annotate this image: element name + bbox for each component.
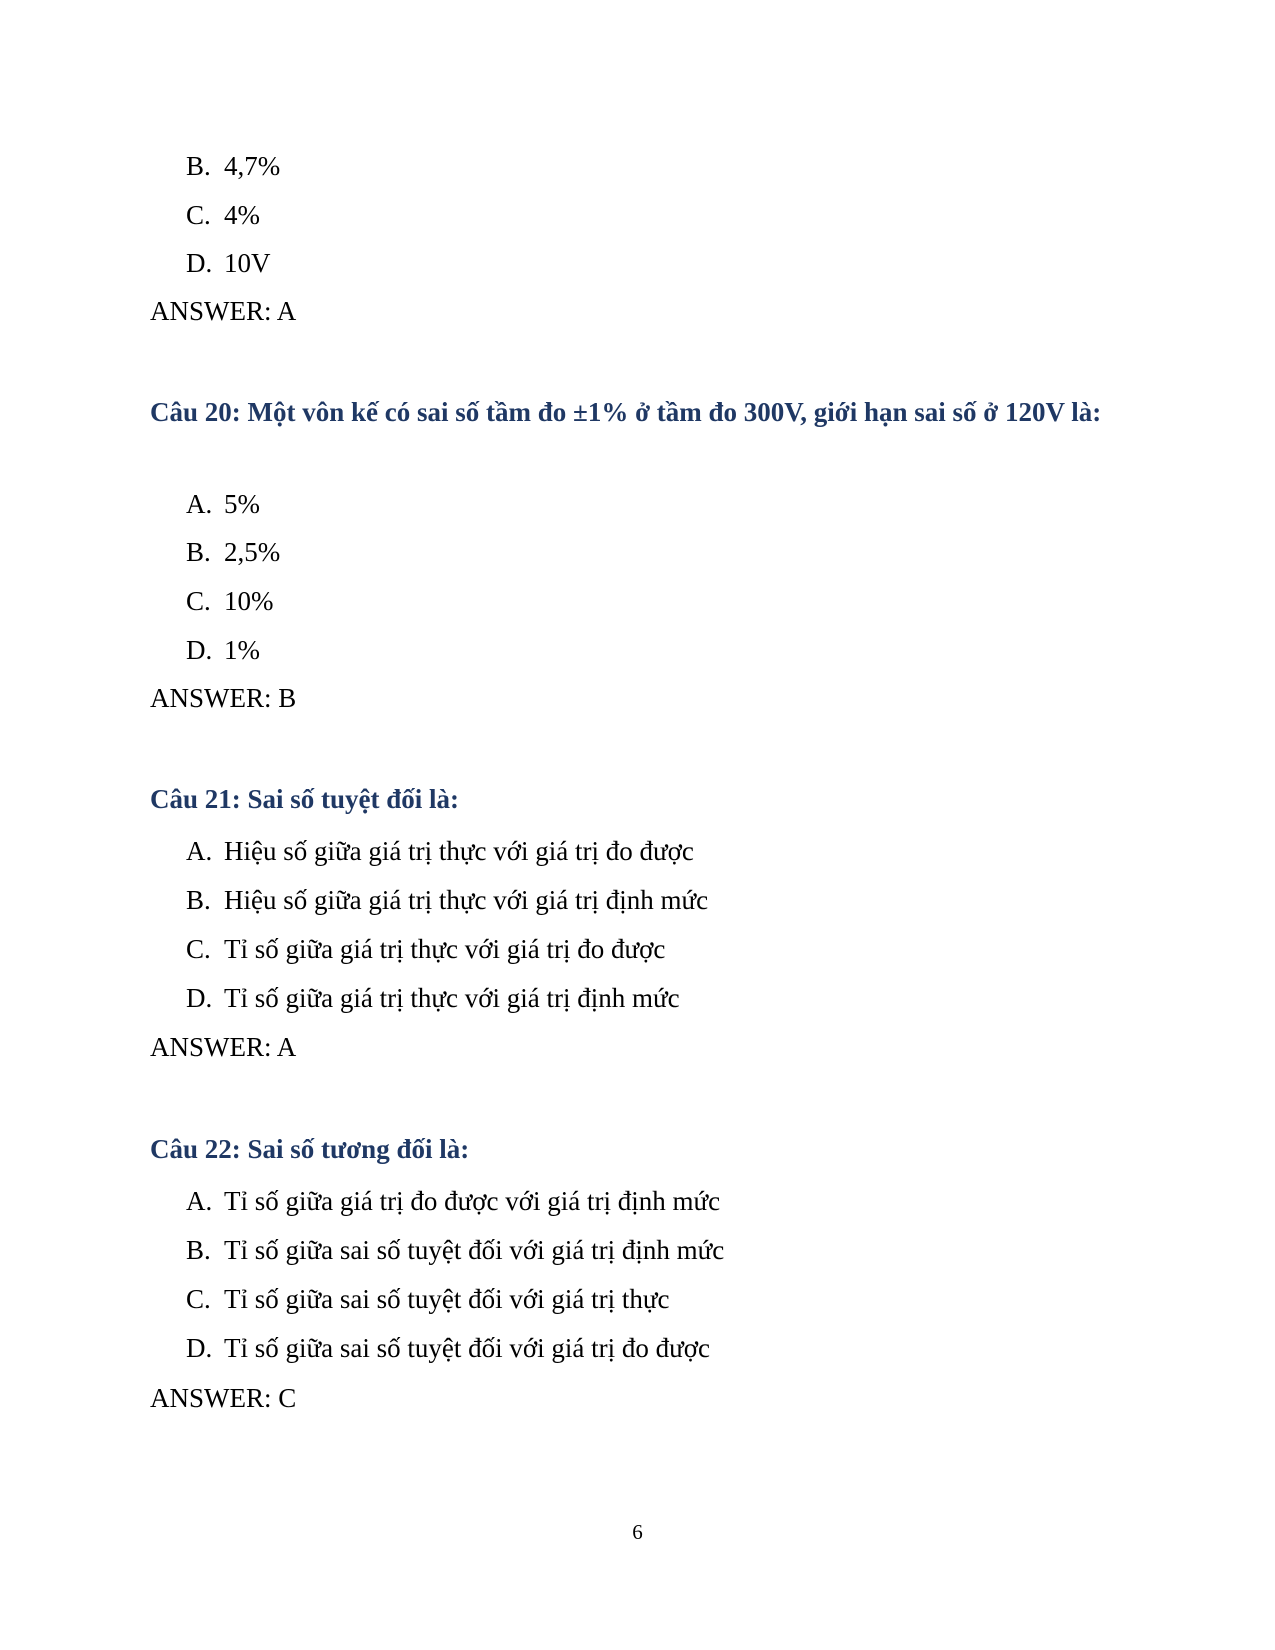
answer-line: ANSWER: B [150, 683, 297, 713]
option-d: D. 10V [186, 248, 271, 278]
option-a: A. 5% [186, 489, 260, 519]
option-b: B. Tỉ số giữa sai số tuyệt đối với giá trị định mức [186, 1235, 725, 1265]
option-b: B. 4,7% [186, 151, 281, 181]
option-c: C. Tỉ số giữa sai số tuyệt đối với giá trị thực [186, 1284, 670, 1314]
option-d: D. 1% [186, 635, 260, 665]
question-title: Câu 20: Một vôn kế có sai số tầm đo ±1% ở tầm đo 300V, giới hạn sai số ở 120V là: [150, 397, 1102, 427]
option-a: A. Tỉ số giữa giá trị đo được với giá trị định mức [186, 1186, 721, 1216]
option-c: C. 10% [186, 586, 274, 616]
option-b: B. Hiệu số giữa giá trị thực với giá trị định mức [186, 885, 709, 915]
option-b: B. 2,5% [186, 537, 281, 567]
option-c: C. 4% [186, 200, 260, 230]
option-d: D. Tỉ số giữa sai số tuyệt đối với giá trị đo được [186, 1333, 711, 1363]
answer-line: ANSWER: C [150, 1383, 297, 1413]
answer-line: ANSWER: A [150, 296, 297, 326]
question-title: Câu 21: Sai số tuyệt đối là: [150, 784, 460, 814]
option-c: C. Tỉ số giữa giá trị thực với giá trị đo được [186, 934, 666, 964]
answer-line: ANSWER: A [150, 1032, 297, 1062]
question-title: Câu 22: Sai số tương đối là: [150, 1134, 470, 1164]
option-a: A. Hiệu số giữa giá trị thực với giá trị đo được [186, 836, 694, 866]
page-number: 6 [632, 1520, 643, 1544]
option-d: D. Tỉ số giữa giá trị thực với giá trị định mức [186, 983, 680, 1013]
